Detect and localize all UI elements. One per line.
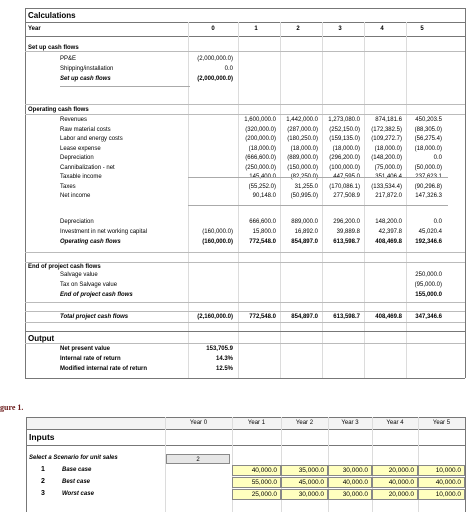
cash-row-y0: (160,000.0) [202, 229, 233, 235]
operating-value: (133,534.4) [371, 183, 402, 190]
inputs-year-5: Year 5 [432, 420, 451, 426]
operating-row-label: Depreciation [60, 155, 94, 161]
scenario-number: 3 [41, 490, 45, 497]
operating-value: (75,000.0) [374, 164, 402, 171]
scenario-select-label: Select a Scenario for unit sales [29, 455, 118, 461]
eop-row-label: End of project cash flows [60, 292, 133, 298]
eop-row-label: Salvage value [60, 272, 98, 278]
setup-row-label: PP&E [60, 56, 77, 62]
operating-value: 874,181.6 [375, 117, 402, 123]
operating-value: (82,250.0) [290, 174, 318, 180]
cash-row-label: Depreciation [60, 219, 94, 225]
inputs-year-3: Year 3 [341, 420, 359, 426]
operating-value: 450,203.5 [415, 117, 442, 123]
total-value: (2,160,000.0) [197, 314, 233, 320]
operating-row-label: Cannibalization - net [60, 164, 115, 171]
output-row-value: 153,705.9 [206, 346, 233, 352]
setup-row-y0: (2,000,000.0) [197, 76, 233, 82]
cash-row-label: Investment in net working capital [60, 229, 148, 235]
operating-value: (180,250.0) [287, 136, 318, 142]
eop-row-y5: 155,000.0 [415, 292, 442, 298]
year-header-1: 1 [254, 26, 258, 32]
operating-heading: Operating cash flows [28, 107, 89, 113]
scenario-input-cell[interactable]: 45,000.0 [281, 477, 328, 488]
operating-value: (50,995.0) [290, 193, 318, 199]
calculations-title: Calculations [28, 11, 76, 20]
cash-value: 15,800.0 [252, 229, 276, 235]
operating-value: (109,272.7) [371, 136, 402, 142]
inputs-year-4: Year 4 [386, 420, 404, 426]
setup-heading: Set up cash flows [28, 45, 79, 51]
scenario-number: 2 [41, 478, 45, 485]
operating-value: 1,600,000.0 [244, 117, 276, 123]
output-heading: Output [28, 334, 55, 343]
total-value: 347,346.6 [415, 314, 442, 320]
total-value: 854,897.0 [291, 314, 318, 320]
operating-value: 0.0 [433, 155, 442, 161]
year-header-2: 2 [296, 26, 300, 32]
operating-value: (287,000.0) [287, 126, 318, 133]
inputs-year-1: Year 1 [247, 420, 266, 426]
operating-value: (100,000.0) [329, 164, 360, 171]
setup-row-label: Shipping/installation [60, 66, 114, 72]
output-row-label: Internal rate of return [60, 356, 121, 362]
cash-value: 148,200.0 [375, 219, 402, 225]
operating-row-label: Taxable income [60, 174, 102, 180]
inputs-year-2: Year 2 [295, 420, 314, 426]
output-row-value: 14.3% [215, 356, 233, 362]
setup-row-y0: (2,000,000.0) [197, 56, 233, 62]
operating-value: 351,406.4 [375, 174, 402, 180]
cash-value: 39,889.8 [336, 229, 360, 235]
cash-value: 45,020.4 [418, 229, 442, 235]
year-header-3: 3 [338, 26, 342, 32]
operating-value: 1,442,000.0 [286, 117, 318, 123]
scenario-select-input[interactable]: 2 [166, 454, 230, 464]
operating-value: 447,595.0 [333, 174, 360, 180]
operating-value: 217,872.0 [375, 193, 402, 199]
cash-value: 42,397.8 [378, 229, 402, 235]
operating-value: 237,623.1 [415, 174, 442, 180]
operating-value: (250,000.0) [245, 164, 276, 171]
operating-value: (172,382.5) [371, 126, 402, 133]
taxable-sep [188, 177, 448, 178]
scenario-input-cell[interactable]: 40,000.0 [418, 477, 465, 488]
scenario-input-cell[interactable]: 10,000.0 [418, 489, 465, 500]
operating-value: (18,000.0) [248, 145, 276, 152]
operating-value: (18,000.0) [374, 145, 402, 152]
operating-value: (666,600.0) [245, 155, 276, 161]
cash-value: 16,892.0 [294, 229, 318, 235]
netincome-sep [188, 205, 448, 206]
operating-row-label: Labor and energy costs [60, 136, 123, 142]
cash-value: 408,469.8 [375, 239, 402, 245]
operating-row-label: Lease expense [60, 145, 101, 152]
operating-value: (150,000.0) [287, 164, 318, 171]
year-header-5: 5 [420, 26, 424, 32]
cash-value: 192,346.6 [415, 239, 442, 245]
operating-value: 90,148.0 [252, 193, 276, 199]
operating-row-label: Revenues [60, 117, 88, 123]
setup-row-y0: 0.0 [224, 66, 233, 72]
scenario-input-cell[interactable]: 40,000.0 [328, 477, 372, 488]
scenario-input-cell[interactable]: 55,000.0 [232, 477, 281, 488]
cash-value: 889,000.0 [291, 219, 318, 225]
cash-value: 0.0 [433, 219, 442, 225]
operating-value: (252,150.0) [329, 126, 360, 133]
cash-value: 666,600.0 [249, 219, 276, 225]
operating-value: (18,000.0) [332, 145, 360, 152]
year-header-0: 0 [211, 26, 215, 32]
operating-value: (159,135.0) [329, 136, 360, 142]
cash-row-label: Operating cash flows [60, 239, 121, 245]
operating-value: 31,255.0 [294, 183, 318, 190]
operating-row-label: Net income [60, 193, 91, 199]
operating-value: (170,086.1) [329, 183, 360, 190]
eop-row-label: Tax on Salvage value [60, 282, 118, 288]
operating-value: (889,000.0) [287, 155, 318, 161]
operating-value: 277,508.9 [333, 193, 360, 199]
operating-row-label: Raw material costs [60, 126, 111, 133]
eop-row-y5: (95,000.0) [414, 282, 442, 288]
cash-value: 772,548.0 [249, 239, 276, 245]
operating-value: (56,275.4) [414, 136, 442, 142]
scenario-name: Worst case [62, 491, 94, 497]
total-value: 772,548.0 [249, 314, 276, 320]
operating-value: 1,273,080.0 [328, 117, 360, 123]
cash-value: 854,897.0 [291, 239, 318, 245]
cash-value: 296,200.0 [333, 219, 360, 225]
operating-value: (18,000.0) [414, 145, 442, 152]
inputs-title: Inputs [29, 432, 55, 442]
operating-value: (200,000.0) [245, 136, 276, 142]
output-row-label: Net present value [60, 346, 111, 352]
operating-value: (18,000.0) [290, 145, 318, 152]
scenario-input-cell[interactable]: 40,000.0 [372, 477, 418, 488]
scenario-name: Base case [62, 467, 92, 473]
figure-label: gure 1. [0, 403, 24, 412]
cash-row-y0: (160,000.0) [202, 239, 233, 245]
scenario-input-cell[interactable]: 30,000.0 [328, 489, 372, 500]
total-label: Total project cash flows [60, 314, 129, 320]
output-row-value: 12.5% [215, 366, 233, 372]
total-value: 613,598.7 [333, 314, 360, 320]
eop-row-y5: 250,000.0 [415, 272, 442, 278]
scenario-name: Best case [62, 479, 91, 485]
scenario-number: 1 [41, 466, 45, 473]
year-header-4: 4 [380, 26, 384, 32]
scenario-input-cell[interactable]: 20,000.0 [372, 465, 418, 476]
scenario-input-cell[interactable]: 35,000.0 [281, 465, 328, 476]
scenario-input-cell[interactable]: 40,000.0 [232, 465, 281, 476]
scenario-input-cell[interactable]: 10,000.0 [418, 465, 465, 476]
scenario-input-cell[interactable]: 25,000.0 [232, 489, 281, 500]
cash-value: 613,598.7 [333, 239, 360, 245]
operating-value: 145,400.0 [249, 174, 276, 180]
operating-value: (296,200.0) [329, 155, 360, 161]
year-label: Year [28, 26, 41, 32]
operating-value: 147,326.3 [415, 193, 442, 199]
scenario-input-cell[interactable]: 30,000.0 [328, 465, 372, 476]
scenario-input-cell[interactable]: 20,000.0 [372, 489, 418, 500]
operating-value: (90,296.8) [414, 183, 442, 190]
eop-heading: End of project cash flows [28, 264, 101, 270]
operating-row-label: Taxes [60, 183, 76, 190]
scenario-input-cell[interactable]: 30,000.0 [281, 489, 328, 500]
operating-value: (88,305.0) [414, 126, 442, 133]
operating-value: (148,200.0) [371, 155, 402, 161]
operating-value: (55,252.0) [248, 183, 276, 190]
setup-row-label: Set up cash flows [60, 76, 111, 82]
output-row-label: Modified internal rate of return [60, 366, 148, 372]
inputs-year-0: Year 0 [189, 420, 208, 426]
operating-value: (50,000.0) [414, 164, 442, 171]
operating-value: (320,000.0) [245, 126, 276, 133]
total-value: 408,469.8 [375, 314, 402, 320]
